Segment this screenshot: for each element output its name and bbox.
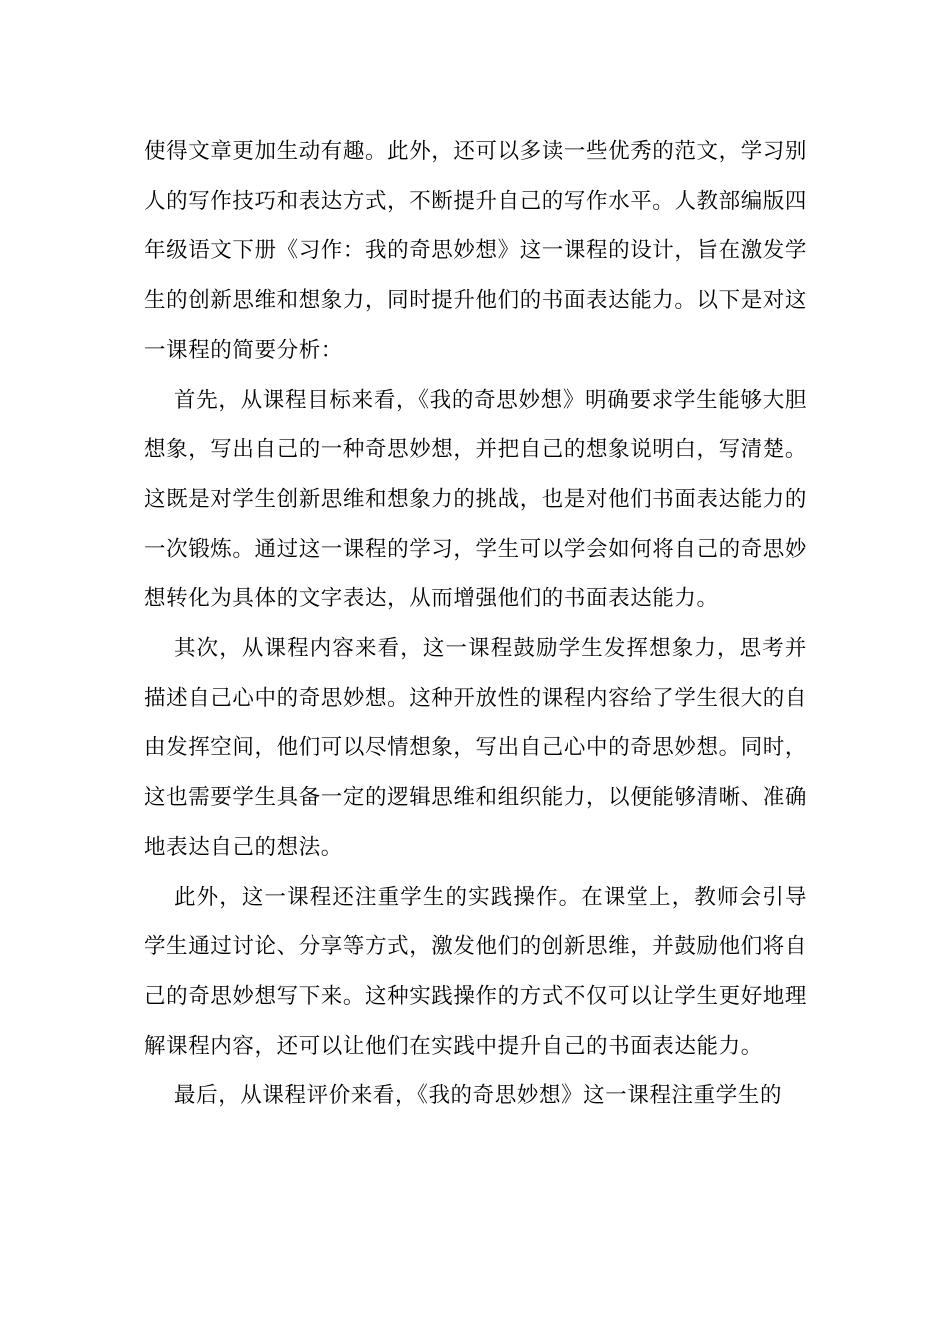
paragraph-course-content: 其次，从课程内容来看，这一课程鼓励学生发挥想象力，思考并描述自己心中的奇思妙想。这种开放性的课程内容给了学生很大的自由发挥空间，他们可以尽情想象，写出自己心中的奇思妙想。同时，这也需要学生具备一定的逻辑思维和组织能力，以便能够清晰、准确地表达自己的想法。 (144, 636, 808, 860)
paragraph-practice: 此外，这一课程还注重学生的实践操作。在课堂上，教师会引导学生通过讨论、分享等方式，激发他们的创新思维，并鼓励他们将自己的奇思妙想写下来。这种实践操作的方式不仅可以让学生更好地理解课程内容，还可以让他们在实践中提升自己的书面表达能力。 (144, 884, 808, 1059)
paragraph-intro: 使得文章更加生动有趣。此外，还可以多读一些优秀的范文，学习别人的写作技巧和表达方式，不断提升自己的写作水平。人教部编版四年级语文下册《习作：我的奇思妙想》这一课程的设计，旨在激发学生的创新思维和想象力，同时提升他们的书面表达能力。以下是对这一课程的简要分析： (144, 139, 808, 363)
paragraph-evaluation: 最后，从课程评价来看，《我的奇思妙想》这一课程注重学生的 (174, 1083, 783, 1109)
document-body (144, 127, 807, 1121)
paragraph-course-goals: 首先，从课程目标来看，《我的奇思妙想》明确要求学生能够大胆想象，写出自己的一种奇思妙想，并把自己的想象说明白，写清楚。这既是对学生创新思维和想象力的挑战，也是对他们书面表达能力的一次锻炼。通过这一课程的学习，学生可以学会如何将自己的奇思妙想转化为具体的文字表达，从而增强他们的书面表达能力。 (144, 387, 808, 612)
